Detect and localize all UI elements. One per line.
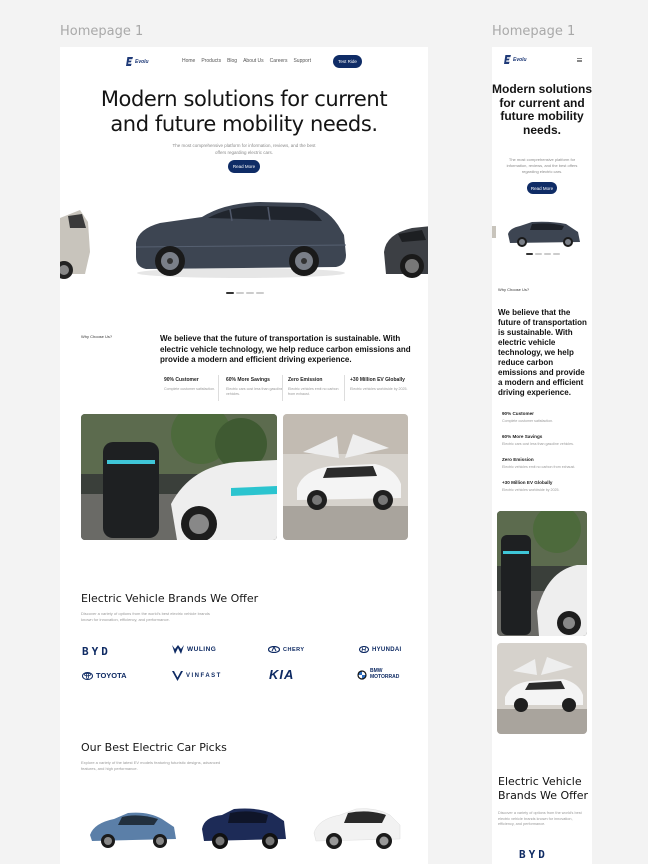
stat-title: 60% More Savings: [502, 434, 543, 439]
why-choose-us-label: Why Choose Us?: [81, 334, 113, 339]
ev-charging-photo: [81, 414, 277, 540]
mobile-ev-charging-image: [497, 511, 587, 636]
stat-desc: Complete customer satisfaction.: [164, 387, 216, 391]
stat-ev-globally: [350, 377, 414, 392]
stat-desc: Electric cars cost less than gasoline vehicles.: [502, 442, 574, 446]
brand-logo[interactable]: [126, 57, 149, 66]
logo-e-icon: [126, 57, 133, 66]
pick-car-2-image[interactable]: [200, 805, 288, 851]
picks-desc-line2: features, and high performance.: [81, 766, 138, 771]
picks-desc-line1: Explore a variety of the latest EV models featuring futuristic designs, advanced: [81, 760, 221, 765]
mobile-stat-ev-globally: [502, 480, 588, 493]
hyundai-emblem-icon: [359, 646, 369, 653]
mobile-ev-charging-photo: [497, 511, 587, 636]
mobile-why-statement: We believe that the future of transportation is sustainable. With electric vehicle technology, we help reduce carbon emissions and provide a modern and efficient driving experience.: [498, 308, 587, 397]
stat-title: 90% Customer: [164, 377, 199, 383]
stat-desc: Electric vehicles emit no carbon from exhaust.: [288, 387, 339, 396]
top-navigation: [60, 55, 428, 69]
mobile-brand-logo[interactable]: [504, 55, 527, 64]
picks-section-desc: [81, 760, 261, 772]
mobile-why-label: Why Choose Us?: [498, 287, 530, 292]
nav-link-blog[interactable]: Blog: [227, 58, 238, 64]
bmw-roundel-icon: [357, 670, 367, 680]
nav-links: [182, 58, 311, 64]
mobile-read-more-button[interactable]: Read More: [527, 182, 557, 194]
tesla-falcon-doors-photo: [283, 414, 408, 540]
mobile-homepage-frame: [492, 47, 592, 864]
brand-name-kia: KIA: [269, 667, 295, 682]
nav-link-products[interactable]: Products: [201, 58, 222, 64]
brand-name-byd: BYD: [82, 645, 111, 658]
brand-logo-hyundai[interactable]: [359, 646, 401, 653]
mobile-tesla-photo: [497, 643, 587, 734]
mobile-stat-zero-emission: [502, 457, 588, 470]
mobile-brands-desc: Discover a variety of options from the world's best electric vehicle brands known for innovation, efficiency, and performance.: [498, 811, 582, 826]
stat-zero-emission: [288, 377, 346, 397]
mobile-stat-customer: [502, 411, 588, 424]
frame-label-mobile: Homepage 1: [492, 24, 576, 39]
stat-title: +30 Million EV Globally: [502, 480, 553, 485]
stat-desc: Electric vehicles worldwide by 2025.: [350, 387, 408, 391]
stat-divider: [218, 375, 219, 401]
brand-logo-toyota[interactable]: [82, 671, 127, 680]
mobile-hero-subtitle: The most comprehensive platform for information, reviews, and the best offers regarding electric cars.: [506, 157, 578, 174]
brands-desc-line1: Discover a variety of options from the world's best electric vehicle brands: [81, 611, 210, 616]
stat-title: +30 Million EV Globally: [350, 377, 405, 383]
nav-link-careers[interactable]: Careers: [269, 58, 288, 64]
brands-section-desc: [81, 611, 251, 623]
mobile-stat-savings: [502, 434, 588, 447]
brand-logo-vinfast[interactable]: [172, 671, 222, 681]
wuling-emblem-icon: [172, 645, 184, 654]
nav-link-support[interactable]: Support: [293, 58, 311, 64]
hero-subtitle: [164, 142, 324, 156]
why-statement: We believe that the future of transportation is sustainable. With electric vehicle technology, we help reduce carbon emissions and provide a modern and efficient driving experience.: [160, 334, 411, 364]
mobile-hero-title: Modern solutions for current and future mobility needs.: [492, 82, 592, 137]
mobile-carousel-indicator[interactable]: [526, 253, 560, 255]
carousel-car-right-image: [382, 222, 428, 282]
brand-logo-bmw-motorrad[interactable]: [357, 669, 409, 680]
brands-desc-line2: known for innovation, efficiency, and performance.: [81, 617, 170, 622]
stat-title: 60% More Savings: [226, 377, 270, 383]
mobile-brand-logo-byd[interactable]: [519, 848, 548, 861]
hero-carousel-indicator[interactable]: [226, 292, 264, 294]
toyota-emblem-icon: [82, 672, 93, 680]
stat-divider: [282, 375, 283, 401]
brand-name-vinfast: VINFAST: [186, 673, 222, 679]
ev-charging-image: [81, 414, 277, 540]
stat-title: Zero Emission: [288, 377, 323, 383]
frame-label-desktop: Homepage 1: [60, 24, 144, 39]
hero-subtitle-line2: offers regarding electric cars.: [215, 150, 273, 155]
tesla-model-x-image: [283, 414, 408, 540]
stat-desc: Electric cars cost less than gasoline vehicles.: [226, 387, 283, 396]
carousel-dot-4[interactable]: [256, 292, 264, 294]
mobile-tesla-image: [497, 643, 587, 734]
stat-customer: [164, 377, 222, 392]
mobile-hero-car-image[interactable]: [492, 220, 592, 248]
carousel-dot-1[interactable]: [226, 292, 234, 294]
stat-desc: Electric vehicles worldwide by 2025.: [502, 488, 560, 492]
stat-desc: Complete customer satisfaction.: [502, 419, 554, 423]
carousel-dot-3[interactable]: [246, 292, 254, 294]
hero-car-image[interactable]: [132, 197, 350, 279]
stat-title: Zero Emission: [502, 457, 534, 462]
brand-logo-byd[interactable]: [82, 645, 111, 658]
vinfast-emblem-icon: [172, 671, 183, 681]
stat-divider: [344, 375, 345, 401]
carousel-dot-1[interactable]: [526, 253, 533, 255]
mobile-brands-title: Electric Vehicle Brands We Offer: [498, 775, 589, 802]
stat-desc: Electric vehicles emit no carbon from exhaust.: [502, 465, 576, 469]
brand-name-hyundai: HYUNDAI: [372, 646, 402, 653]
brand-logo-wuling[interactable]: [172, 645, 216, 654]
brand-name-chery: CHERY: [283, 646, 305, 653]
logo-e-icon: [504, 55, 511, 64]
carousel-car-left-image: [60, 202, 100, 282]
brand-name-byd: BYD: [519, 848, 548, 861]
pick-car-1-image[interactable]: [88, 807, 178, 851]
logo-text: Evolu: [135, 58, 149, 65]
brands-section-title: Electric Vehicle Brands We Offer: [81, 592, 259, 605]
hero-title-line1: Modern solutions for current: [100, 87, 388, 111]
mobile-logo-text: Evolu: [513, 56, 527, 63]
nav-link-home[interactable]: Home: [182, 58, 196, 64]
read-more-button[interactable]: Read More: [228, 160, 260, 173]
desktop-homepage-frame: [60, 47, 428, 864]
brand-logo-kia[interactable]: [269, 667, 294, 682]
hero-subtitle-line1: The most comprehensive platform for information, reviews, and the best: [172, 143, 316, 148]
carousel-dot-4[interactable]: [553, 253, 560, 255]
brand-logo-chery[interactable]: [268, 646, 305, 653]
hero-title-line2: and future mobility needs.: [110, 112, 378, 136]
carousel-dot-2[interactable]: [535, 253, 542, 255]
pick-car-3-image[interactable]: [312, 805, 402, 851]
brand-name-wuling: WULING: [187, 646, 217, 653]
nav-link-about[interactable]: About Us: [243, 58, 264, 64]
carousel-dot-3[interactable]: [544, 253, 551, 255]
carousel-dot-2[interactable]: [236, 292, 244, 294]
hamburger-menu-icon[interactable]: [577, 58, 582, 62]
picks-section-title: Our Best Electric Car Picks: [81, 741, 227, 754]
chery-emblem-icon: [268, 646, 280, 653]
test-ride-button[interactable]: Test Ride: [333, 55, 362, 68]
brand-name-bmw-motorrad: BMW MOTORRAD: [370, 668, 400, 680]
brand-name-toyota: TOYOTA: [96, 671, 127, 680]
stat-title: 90% Customer: [502, 411, 534, 416]
stat-savings: [226, 377, 284, 397]
